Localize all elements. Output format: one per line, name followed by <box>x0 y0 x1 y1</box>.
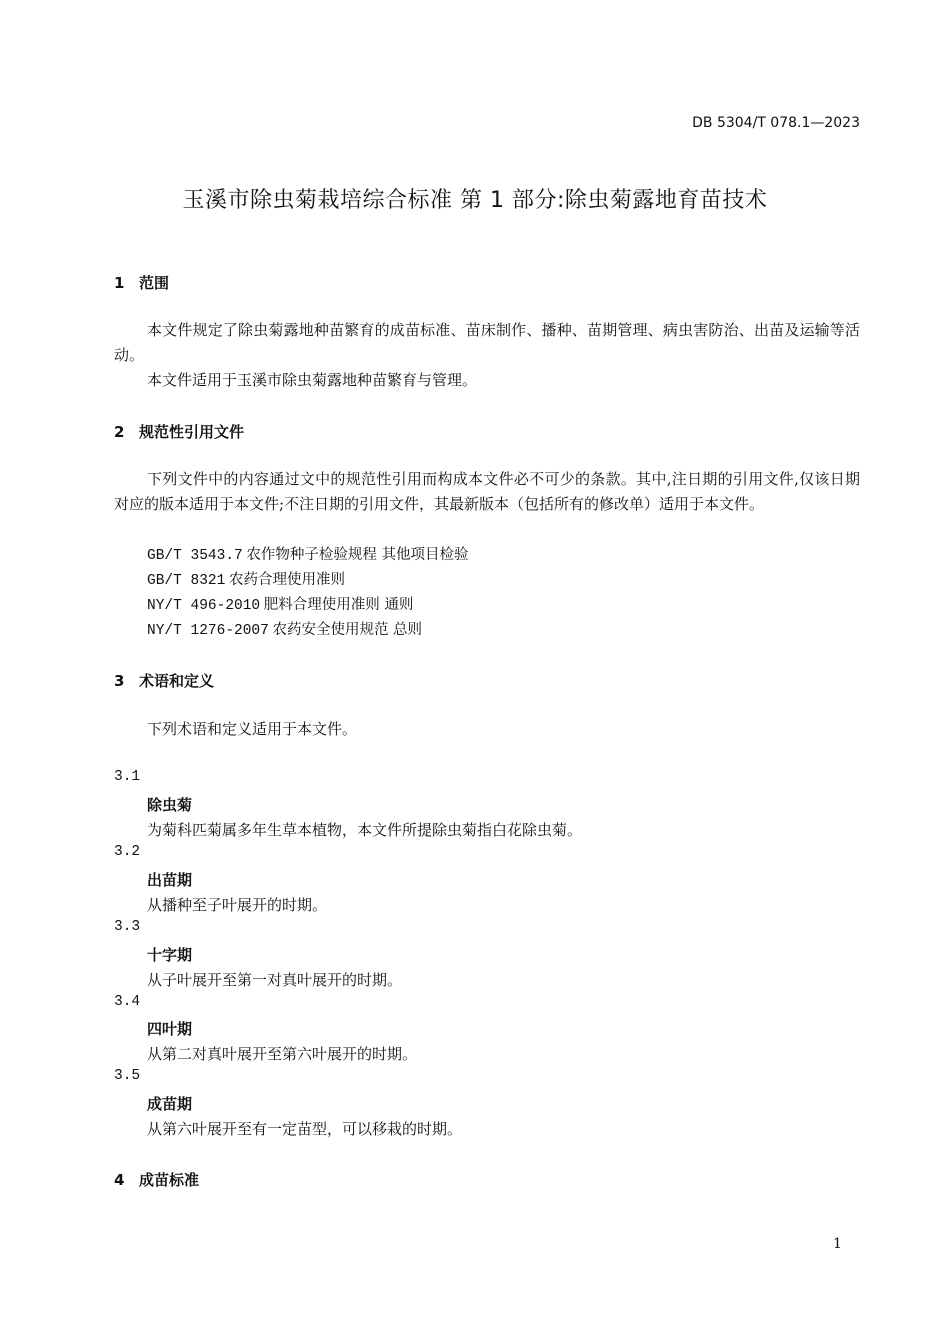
section-number: 3 <box>114 672 125 690</box>
section-number: 2 <box>114 423 125 441</box>
section-title: 成苗标准 <box>139 1171 200 1189</box>
term-name: 十字期 <box>147 946 193 964</box>
reference-item <box>147 543 468 564</box>
page-title: 玉溪市除虫菊栽培综合标准 第 1 部分:除虫菊露地育苗技术 <box>182 188 768 213</box>
term-name: 除虫菊 <box>147 796 193 814</box>
reference-item <box>147 618 422 639</box>
term-name: 四叶期 <box>147 1020 193 1038</box>
reference-code: GB/T 8321 <box>147 573 226 589</box>
section-number: 1 <box>114 274 125 292</box>
term-definition: 为菊科匹菊属多年生草本植物，本文件所提除虫菊指白花除虫菊。 <box>147 821 583 839</box>
term-number: 3.1 <box>114 769 141 785</box>
paragraph: 下列文件中的内容通过文中的规范性引用而构成本文件必不可少的条款。其中,注日期的引用文件,仅该日期对应的版本适用于本文件;不注日期的引用文件，其最新版本（包括所有的修改单）适用于本文件。 <box>114 470 860 513</box>
section-4-heading <box>114 1169 199 1190</box>
term-definition: 从子叶展开至第一对真叶展开的时期。 <box>147 971 403 989</box>
document-code: DB 5304/T 078.1—2023 <box>692 115 860 131</box>
section-title: 范围 <box>139 274 170 292</box>
term-number: 3.2 <box>114 844 141 860</box>
reference-item <box>147 568 345 589</box>
term-definition: 从播种至子叶展开的时期。 <box>147 896 328 914</box>
section-2-heading <box>114 421 244 442</box>
term-number: 3.5 <box>114 1068 141 1084</box>
term-name: 成苗期 <box>147 1095 193 1113</box>
term-definition: 从第六叶展开至有一定苗型，可以移栽的时期。 <box>147 1120 463 1138</box>
paragraph: 本文件适用于玉溪市除虫菊露地种苗繁育与管理。 <box>147 371 478 389</box>
section-number: 4 <box>114 1171 125 1189</box>
reference-name: 农药安全使用规范 总则 <box>272 622 423 638</box>
reference-name: 农作物种子检验规程 其他项目检验 <box>246 547 469 563</box>
reference-item <box>147 593 413 614</box>
paragraph: 本文件规定了除虫菊露地种苗繁育的成苗标准、苗床制作、播种、苗期管理、病虫害防治、出苗及运输等活动。 <box>114 321 860 364</box>
section-1-body <box>114 318 860 393</box>
reference-name: 肥料合理使用准则 通则 <box>263 597 414 613</box>
term-definition: 从第二对真叶展开至第六叶展开的时期。 <box>147 1045 418 1063</box>
section-title: 规范性引用文件 <box>139 423 245 441</box>
term-name: 出苗期 <box>147 871 193 889</box>
reference-code: NY/T 496-2010 <box>147 598 261 614</box>
section-title: 术语和定义 <box>139 672 215 690</box>
section-1-heading <box>114 272 169 293</box>
reference-name: 农药合理使用准则 <box>228 572 345 588</box>
section-2-body <box>114 467 860 517</box>
term-number: 3.3 <box>114 919 141 935</box>
section-3-heading <box>114 670 214 691</box>
reference-code: NY/T 1276-2007 <box>147 623 269 639</box>
reference-code: GB/T 3543.7 <box>147 548 243 564</box>
paragraph: 下列术语和定义适用于本文件。 <box>147 720 358 738</box>
term-number: 3.4 <box>114 994 141 1010</box>
page-number: 1 <box>833 1236 842 1252</box>
